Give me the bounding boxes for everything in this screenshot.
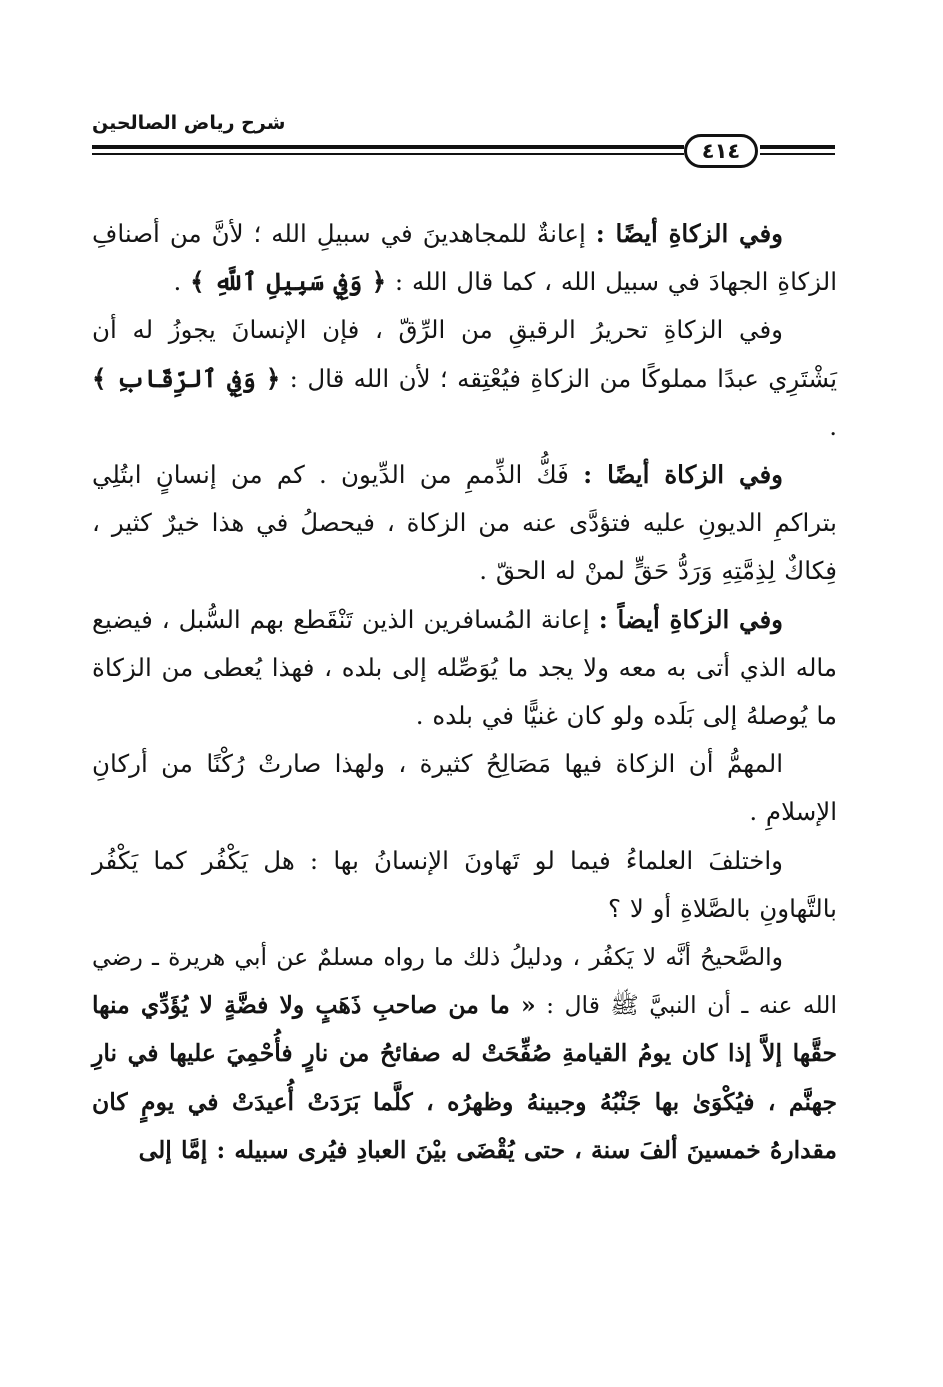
paragraph-text: والصَّحيحُ أنَّه لا يَكفُر ، ودليلُ ذلك ما رواه مسلمٌ عن أبي هريرة ـ رضي الله عنه ـ أن النبيَّ ﷺ قال : xyxy=(92,943,837,1020)
header-rule xyxy=(760,153,835,155)
quran-verse: ﴿ وَفِي ٱلرِّقَابِ ﴾ xyxy=(92,363,281,393)
paragraph-text: وفي الزكاةِ تحريرُ الرقيقِ من الرِّقّ ، فإن الإنسانَ يجوزُ له أن يَشْتَرِي عبدًا مملوكًا من الزكاةِ فيُعْتِقه ؛ لأن الله قال : xyxy=(92,315,838,393)
paragraph-text: واختلفَ العلماءُ فيما لو تَهاونَ الإنسانُ بها : هل يَكْفُر كما يَكْفُر بالتَّهاونِ بالصَّلاةِ أو لا ؟ xyxy=(92,845,837,923)
paragraph-text: فَكُّ الذِّممِ من الدِّيون . كم من إنسانٍ ابتُلِي بتراكمِ الديونِ عليه فتؤدَّى عنه من الزكاة ، فيحصلُ في هذا خيرٌ كثير ، فِكاكٌ لِذِمَّتِهِ وَرَدُّ حَقٍّ لمنْ له الحقّ . xyxy=(92,460,837,586)
paragraph xyxy=(92,837,837,933)
header-rule xyxy=(760,145,835,149)
hadith-quote: « ما من صاحبِ ذَهَبٍ ولا فضَّةٍ لا يُؤَدِّي منها حقَّها إلاَّ إذا كان يومُ القيامةِ صُفِّحَتْ له صفائحُ من نارٍ فأُحْمِيَ عليها في نارِ جهنَّم ، فيُكْوَىٰ بها جَنْبُهُ وجبينهُ وظهرُه ، كلَّما بَرَدَتْ أُعيدَتْ في يومٍ كان مقدارهُ خمسينَ ألفَ سنة ، حتى يُقْضَى بيْنَ العبادِ فيُرى سبيله : إمَّا إلى xyxy=(92,991,837,1164)
book-title: شرح رياض الصالحين xyxy=(92,112,286,134)
paragraph xyxy=(92,596,837,741)
paragraph xyxy=(92,306,837,451)
header-rule xyxy=(92,153,684,155)
body-text xyxy=(92,210,837,1174)
paragraph-text: المهمُّ أن الزكاة فيها مَصَالِحُ كثيرة ، ولهذا صارتْ رُكْنًا من أركانِ الإسلامِ . xyxy=(92,749,837,827)
quran-verse: ﴿ وَفِي سَبِيلِ ٱللَّهِ ﴾ xyxy=(190,267,387,297)
header-rule xyxy=(92,145,684,149)
paragraph-lead: وفي الزكاةِ أيضاً : xyxy=(598,604,783,634)
paragraph-lead: وفي الزكاة أيضًا : xyxy=(583,460,784,490)
page-header xyxy=(92,112,835,184)
paragraph xyxy=(92,933,837,1174)
paragraph xyxy=(92,451,837,596)
paragraph xyxy=(92,210,837,306)
paragraph-text: إعانةٌ للمجاهدينَ في سبيلِ الله ؛ لأنَّ من أصنافِ الزكاةِ الجهادَ في سبيل الله ، كما قال الله : xyxy=(92,219,837,297)
paragraph-tail: . xyxy=(829,411,837,441)
page-number: ٤١٤ xyxy=(684,134,758,168)
paragraph xyxy=(92,740,837,836)
paragraph-lead: وفي الزكاةِ أيضًا : xyxy=(595,219,783,248)
paragraph-text: إعانة المُسافرين الذين تَنْقَطع بهم السُّبل ، فيضيع ماله الذي أتى به معه ولا يجد ما يُوَصِّله إلى بلده ، فهذا يُعطى من الزكاة ما يُوصلهُ إلى بَلَده ولو كان غنيًّا في بلده . xyxy=(92,604,837,731)
paragraph-tail: . xyxy=(173,267,191,297)
